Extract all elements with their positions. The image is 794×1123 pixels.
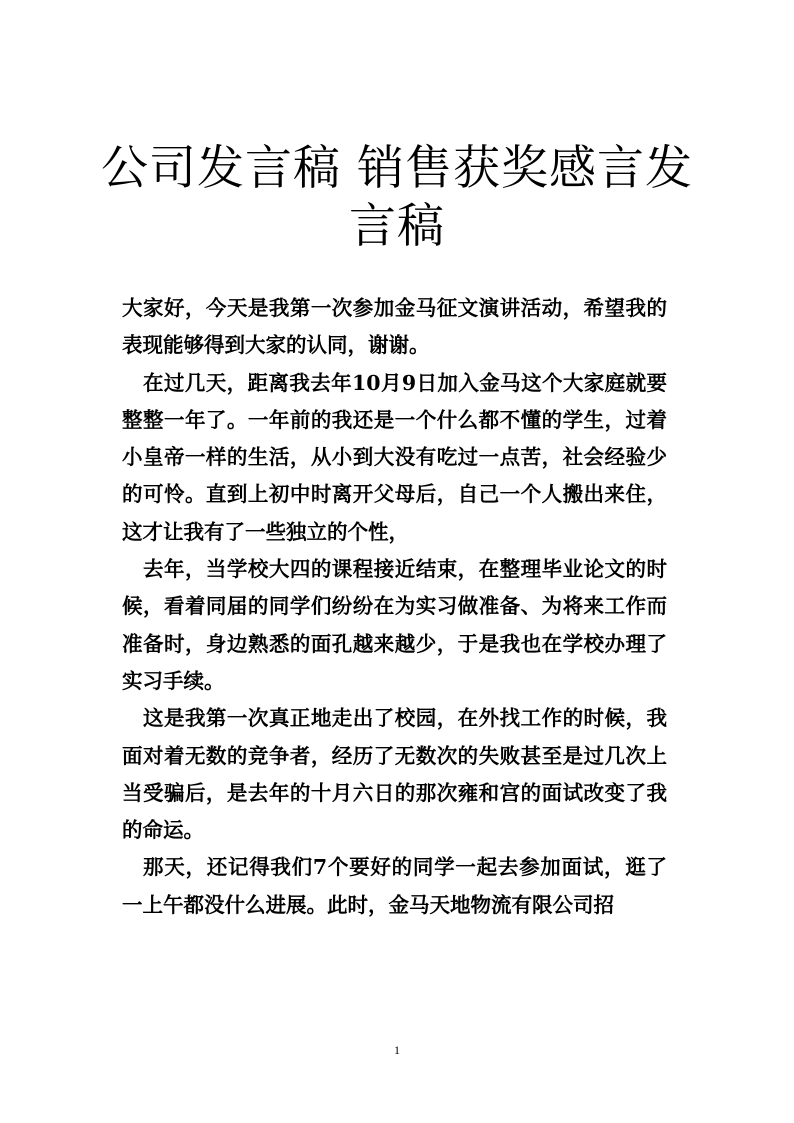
paragraph-job-search: 这是我第一次真正地走出了校园，在外找工作的时候，我面对着无数的竞争者，经历了无数次的失败甚至是过几次上当受骗后，是去年的十月六日的那次雍和宫的面试改变了我的命运。 — [122, 706, 667, 843]
paragraph-internship: 去年，当学校大四的课程接近结束，在整理毕业论文的时候，看着同届的同学们纷纷在为实习做准备、为将来工作而准备时，身边熟悉的面孔越来越少，于是我也在学校办理了实习手续。 — [122, 557, 667, 693]
paragraph-greeting: 大家好，今天是我第一次参加金马征文演讲活动，希望我的表现能够得到大家的认同，谢谢。 — [122, 296, 667, 358]
paragraph-background: 在过几天，距离我去年10月9日加入金马这个大家庭就要整整一年了。一年前的我还是一个什么都不懂的学生，过着小皇帝一样的生活，从小到大没有吃过一点苦，社会经验少的可怜。直到上初中时离开父母后，自己一个人搬出来住，这才让我有了一些独立的个性， — [122, 370, 667, 544]
document-body — [122, 290, 667, 924]
page-number: 1 — [394, 1043, 400, 1057]
paragraph-interview: 那天，还记得我们7个要好的同学一起去参加面试，逛了一上午都没什么进展。此时，金马天地物流有限公司招 — [122, 855, 667, 917]
document-title: 公司发言稿 销售获奖感言发言稿 — [101, 141, 693, 254]
